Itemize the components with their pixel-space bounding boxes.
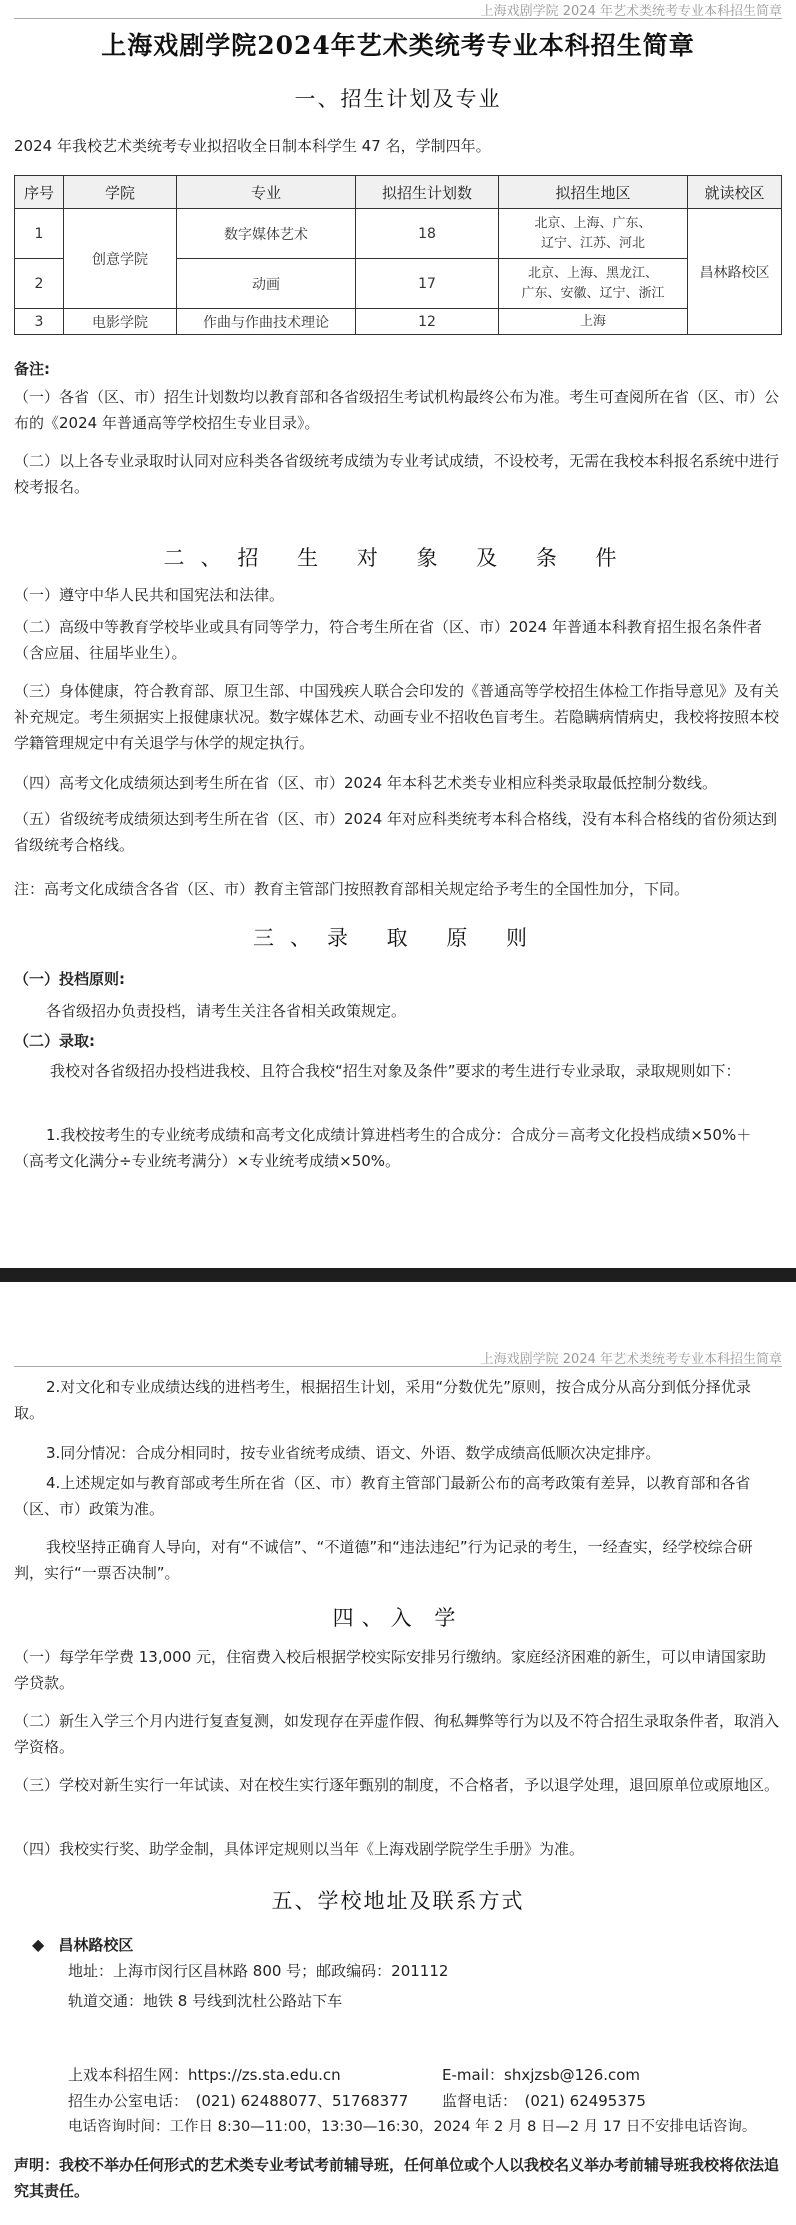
plan-intro: 2024 年我校艺术类统考专业拟招收全日制本科学生 47 名，学制四年。 [14,137,491,155]
col-header-region: 拟招生地区 [499,176,688,209]
integrity-statement: 我校坚持正确育人导向，对有“不诚信”、“不道德”和“违法违纪”行为记录的考生，一经查实，经学校综合研判，实行“一票否决制”。 [14,1538,753,1582]
cell-major: 作曲与作曲技术理论 [177,309,356,335]
note-2: （二）以上各专业录取时认同对应科类各省级统考成绩为专业考试成绩，不设校考，无需在我校本科报名系统中进行校考报名。 [14,452,780,496]
campus-transit: 轨道交通：地铁 8 号线到沈杜公路站下车 [68,1992,343,2010]
admission-rule-1: 1.我校按考生的专业统考成绩和高考文化成绩计算进档考生的合成分：合成分＝高考文化投档成绩×50%＋（高考文化满分÷专业统考满分）×专业统考成绩×50%。 [14,1126,752,1170]
col-header-college: 学院 [64,176,177,209]
condition-1: （一）遵守中华人民共和国宪法和法律。 [14,586,285,604]
col-header-no: 序号 [15,176,64,209]
section-heading-5: 五、学校地址及联系方式 [271,1889,525,1913]
enroll-2: （二）新生入学三个月内进行复查复测，如发现存在弄虚作假、徇私舞弊等行为以及不符合招生录取条件者，取消入学资格。 [14,1712,780,1756]
running-header: 上海戏剧学院 2024 年艺术类统考专业本科招生简章 [480,4,782,19]
admission-principle-label: （一）投档原则: [14,970,125,988]
conditions-note: 注：高考文化成绩含各省（区、市）教育主管部门按照教育部相关规定给予考生的全国性加分，下同。 [14,880,690,898]
office-phone: 招生办公室电话： (021) 62488077、51768377 [68,2092,409,2110]
enroll-4: （四）我校实行奖、助学金制，具体评定规则以当年《上海戏剧学院学生手册》为准。 [14,1840,585,1858]
table-row [15,209,782,259]
region-line: 北京、上海、黑龙江、 [527,265,658,281]
region-line: 广东、安徽、辽宁、浙江 [521,285,665,301]
cell-major: 数字媒体艺术 [177,209,356,259]
running-header: 上海戏剧学院 2024 年艺术类统考专业本科招生简章 [480,1352,782,1367]
cell-region: 上海 [499,309,688,335]
col-header-major: 专业 [177,176,356,209]
admission-rule-label: （二）录取: [14,1032,95,1050]
condition-2: （二）高级中等教育学校毕业或具有同等学力，符合考生所在省（区、市）2024 年普通本科教育招生报名条件者（含应届、往届毕业生）。 [14,618,762,662]
section-heading-1: 一、招生计划及专业 [294,87,502,111]
campus-heading [32,1932,796,1958]
cell-count: 17 [356,259,499,309]
cell-count: 18 [356,209,499,259]
condition-4: （四）高考文化成绩须达到考生所在省（区、市）2024 年本科艺术类专业相应科类录取最低控制分数线。 [14,774,717,792]
disclaimer-text: 我校不举办任何形式的艺术类专业考试考前辅导班，任何单位或个人以我校名义举办考前辅导班我校将依法追究其责任。 [14,2156,780,2200]
admission-rule-2: 2.对文化和专业成绩达线的进档考生，根据招生计划，采用“分数优先”原则，按合成分从高分到低分择优录取。 [14,1378,751,1422]
table-header-row [15,176,782,209]
header-rule [14,18,782,19]
admission-website[interactable]: 上戏本科招生网：https://zs.sta.edu.cn [68,2066,341,2084]
condition-3: （三）身体健康，符合教育部、原卫生部、中国残疾人联合会印发的《普通高等学校招生体检工作指导意见》及有关补充规定。考生须据实上报健康状况。数字媒体艺术、动画专业不招收色盲考生。若隐瞒病情病史，我校将按照本校学籍管理规定中有关退学与休学的规定执行。 [14,682,780,752]
section-heading-4: 四、入 学 [332,1606,464,1630]
cell-college: 创意学院 [64,209,177,309]
enroll-3: （三）学校对新生实行一年试读、对在校生实行逐年甄别的制度，不合格者，予以退学处理，退回原单位或原地区。 [14,1776,780,1794]
page-2 [0,1282,796,2225]
page-title: 上海戏剧学院2024年艺术类统考专业本科招生简章 [101,31,695,60]
disclaimer-label: 声明： [14,2156,60,2174]
admission-rule-4: 4.上述规定如与教育部或考生所在省（区、市）教育主管部门最新公布的高考政策有差异，以教育部和各省（区、市）政策为准。 [14,1474,751,1518]
header-rule [14,1366,782,1367]
table-row [15,309,782,335]
cell-region [499,259,688,309]
campus-name: 昌林路校区 [58,1936,134,1954]
consult-hours: 电话咨询时间：工作日 8:30—11:00，13:30—16:30，2024 年 2 月 8 日—2 月 17 日不安排电话咨询。 [68,2119,757,2135]
cell-no: 1 [15,209,64,259]
section-heading-3: 三、录 取 原 则 [252,926,544,950]
diamond-bullet-icon: ◆ [32,1935,45,1954]
campus-address: 地址：上海市闵行区昌林路 800 号；邮政编码：201112 [68,1962,449,1980]
page-divider [0,1268,796,1282]
section-heading-2: 二、招 生 对 象 及 条 件 [163,546,633,570]
col-header-campus: 就读校区 [688,176,782,209]
cell-region [499,209,688,259]
cell-major: 动画 [177,259,356,309]
admission-rule-text: 我校对各省级招办投档进我校、且符合我校“招生对象及条件”要求的考生进行专业录取，录取规则如下： [50,1062,741,1080]
region-line: 北京、上海、广东、 [534,215,652,231]
cell-count: 12 [356,309,499,335]
cell-campus: 昌林路校区 [688,209,782,335]
condition-5: （五）省级统考成绩须达到考生所在省（区、市）2024 年对应科类统考本科合格线，没有本科合格线的省份须达到省级统考合格线。 [14,810,777,854]
admission-principle-text: 各省级招办负责投档，请考生关注各省相关政策规定。 [46,1002,407,1020]
notes-label: 备注: [14,360,50,378]
enrollment-plan-table [14,175,782,335]
note-1: （一）各省（区、市）招生计划数均以教育部和各省级招生考试机构最终公布为准。考生可查阅所在省（区、市）公布的《2024 年普通高等学校招生专业目录》。 [14,388,780,432]
region-line: 辽宁、江苏、河北 [540,235,645,251]
cell-no: 2 [15,259,64,309]
admission-email[interactable]: E-mail：shxjzsb@126.com [442,2066,641,2084]
supervise-phone: 监督电话： (021) 62495375 [442,2092,646,2110]
cell-college: 电影学院 [64,309,177,335]
admission-rule-3: 3.同分情况：合成分相同时，按专业省统考成绩、语文、外语、数学成绩高低顺次决定排序。 [46,1444,661,1462]
enroll-1: （一）每学年学费 13,000 元，住宿费入校后根据学校实际安排另行缴纳。家庭经济困难的新生，可以申请国家助学贷款。 [14,1648,767,1692]
col-header-count: 拟招生计划数 [356,176,499,209]
disclaimer [14,2152,780,2204]
cell-no: 3 [15,309,64,335]
